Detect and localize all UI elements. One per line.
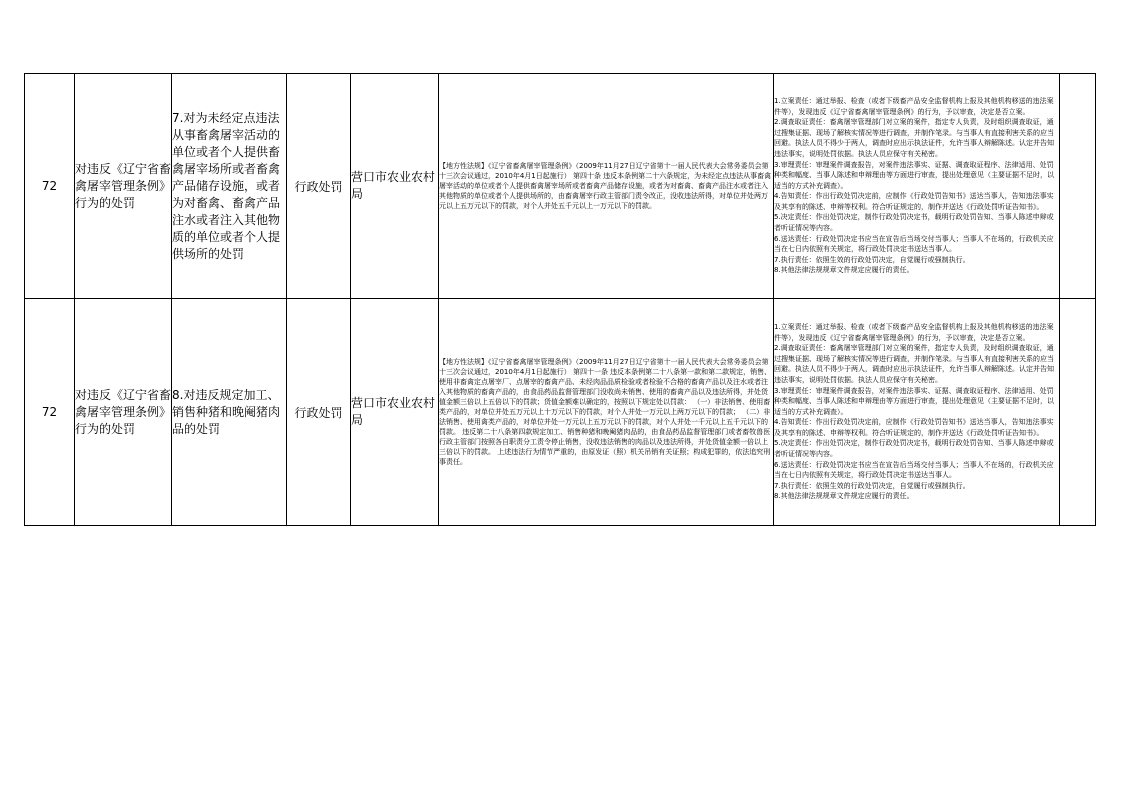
agency-cell: 营口市农业农村局 <box>351 299 439 526</box>
power-list-table <box>24 73 1096 526</box>
remarks-cell <box>1060 74 1096 299</box>
responsibility-item: 2.调查取证责任：畜禽屠宰管理部门对立案的案件，指定专人负责，及时组织调查取证，通过搜集证据、现场了解核实情况等进行调查，并制作笔录。与当事人有直接利害关系的应当回避。执法人员不得少于两人，调查时应出示执法证件，允许当事人辩解陈述。认定并告知违法事实，说明处罚依据。执法人员应保守有关秘密。 <box>774 344 1054 384</box>
responsibility-item: 2.调查取证责任：畜禽屠宰管理部门对立案的案件，指定专人负责，及时组织调查取证，通过搜集证据、现场了解核实情况等进行调查，并制作笔录。与当事人有直接利害关系的应当回避。执法人员不得少于两人，调查时应出示执法证件，允许当事人辩解陈述。认定并告知违法事实，说明处罚依据。执法人员应保守有关秘密。 <box>774 118 1054 158</box>
responsibility-item: 3.审理责任：审理案件调查报告，对案件违法事实、证据、调查取证程序、法律适用、处罚种类和幅度、当事人陈述和申辩理由等方面进行审查，提出处理意见（主要证据不足时，以适当的方式补充调查）。 <box>774 386 1054 416</box>
agency-cell: 营口市农业农村局 <box>351 74 439 299</box>
power-type-cell: 行政处罚 <box>287 299 351 526</box>
sub-item-cell: 8.对违反规定加工、销售种猪和晚阉猪肉品的处罚 <box>172 299 287 526</box>
responsibility-item: 8.其他法律法规规章文件规定应履行的责任。 <box>774 266 914 275</box>
responsibility-item: 6.送达责任：行政处罚决定书应当在宣告后当场交付当事人；当事人不在场的，行政机关应当在七日内依照有关规定，将行政处罚决定书送达当事人。 <box>774 234 1054 254</box>
responsibility-item: 1.立案责任：通过举报、检查（或者下级畜产品安全监督机构上报及其他机构移送的违法案件等），发现违反《辽宁省畜禽屠宰管理条例》的行为，予以审查，决定是否立案。 <box>774 322 1054 342</box>
table-row <box>25 299 1096 526</box>
responsibility-item: 1.立案责任：通过举报、检查（或者下级畜产品安全监督机构上报及其他机构移送的违法案件等），发现违反《辽宁省畜禽屠宰管理条例》的行为，予以审查，决定是否立案。 <box>774 96 1054 116</box>
responsibility-item: 7.执行责任：依照生效的行政处罚决定，自觉履行或强制执行。 <box>774 481 970 490</box>
responsibility-item: 7.执行责任：依照生效的行政处罚决定，自觉履行或强制执行。 <box>774 255 970 264</box>
responsibility-item: 5.决定责任：作出处罚决定，制作行政处罚决定书，载明行政处罚告知、当事人陈述申辩或者听证情况等内容。 <box>774 439 1054 459</box>
responsibility-item: 4.告知责任：作出行政处罚决定前，应制作《行政处罚告知书》送达当事人，告知违法事实及其享有的陈述、申辩等权利。符合听证规定的，制作并送达《行政处罚听证告知书》。 <box>774 192 1054 211</box>
sub-item-cell: 7.对为未经定点违法从事畜禽屠宰活动的单位或者个人提供畜禽屠宰场所或者畜禽产品储存设施，或者为对畜禽、畜禽产品注水或者注入其他物质的单位或者个人提供场所的处罚 <box>172 74 287 299</box>
responsibility-item: 3.审理责任：审理案件调查报告，对案件违法事实、证据、调查取证程序、法律适用、处罚种类和幅度、当事人陈述和申辩理由等方面进行审查，提出处理意见（主要证据不足时，以适当的方式补充调查）。 <box>774 160 1054 190</box>
legal-basis-cell: 【地方性法规】《辽宁省畜禽屠宰管理条例》（2009年11月27日辽宁省第十一届人民代表大会常务委员会第十三次会议通过，2010年4月1日起施行） 第四十条 违反本条例第二十六条规定，为未经定点违法从事畜禽屠宰活动的单位或者个人提供畜禽屠宰场所或者畜禽产品储存设施，或者为对畜禽、畜禽产品注水或者注入其他物质的单位或者个人提供场所的，由畜禽屠宰行政主管部门责令改正，没收违法所得，对单位并处两万元以上五万元以下的罚款，对个人并处五千元以上一万元以下的罚款。 <box>439 74 774 299</box>
responsibility-item: 5.决定责任：作出处罚决定，制作行政处罚决定书，载明行政处罚告知、当事人陈述申辩或者听证情况等内容。 <box>774 213 1054 233</box>
responsibility-cell <box>774 74 1060 299</box>
responsibility-cell <box>774 299 1060 526</box>
item-title-cell: 对违反《辽宁省畜禽屠宰管理条例》行为的处罚 <box>75 74 172 299</box>
legal-basis-cell: 【地方性法规】《辽宁省畜禽屠宰管理条例》（2009年11月27日辽宁省第十一届人民代表大会常务委员会第十三次会议通过，2010年4月1日起施行） 第四十一条 违反本条例第二十八条第一款和第二款规定，销售、使用非畜禽定点屠宰厂、点屠宰的畜禽产品、未经肉品品质检验或者检验不合格的畜禽产品以及注水或者注入其他物质的畜禽产品的，由食品药品监督管理部门没收尚未销售、使用的畜禽产品以及违法所得，并处货值金额三倍以上五倍以下的罚款；货值金额难以确定的，按照以下规定处以罚款： （一）非法销售、使用畜类产品的，对单位并处五万元以上十万元以下的罚款，对个人并处一万元以上两万元以下的罚款； （二）非法销售、使用禽类产品的，对单位并处一万元以上五万元以下的罚款，对个人并处一千元以上五千元以下的罚款。 违反第二十八条第四款规定加工、销售种猪和晚阉猪肉品的，由食品药品监督管理部门或者畜牧兽医行政主管部门按照各自职责分工责令停止销售，没收违法销售的肉品以及违法所得，并处货值金额一倍以上三倍以下的罚款。 上述违法行为情节严重的，由原发证（照）机关吊销有关证照；构成犯罪的，依法追究刑事责任。 <box>439 299 774 526</box>
seq-cell: 72 <box>25 299 75 526</box>
responsibility-item: 8.其他法律法规规章文件规定应履行的责任。 <box>774 492 914 501</box>
item-title-cell: 对违反《辽宁省畜禽屠宰管理条例》行为的处罚 <box>75 299 172 526</box>
remarks-cell <box>1060 299 1096 526</box>
power-type-cell: 行政处罚 <box>287 74 351 299</box>
seq-cell: 72 <box>25 74 75 299</box>
responsibility-item: 4.告知责任：作出行政处罚决定前，应制作《行政处罚告知书》送达当事人，告知违法事实及其享有的陈述、申辩等权利。符合听证规定的，制作并送达《行政处罚听证告知书》。 <box>774 418 1054 437</box>
table-row <box>25 74 1096 299</box>
responsibility-item: 6.送达责任：行政处罚决定书应当在宣告后当场交付当事人；当事人不在场的，行政机关应当在七日内依照有关规定，将行政处罚决定书送达当事人。 <box>774 460 1054 480</box>
